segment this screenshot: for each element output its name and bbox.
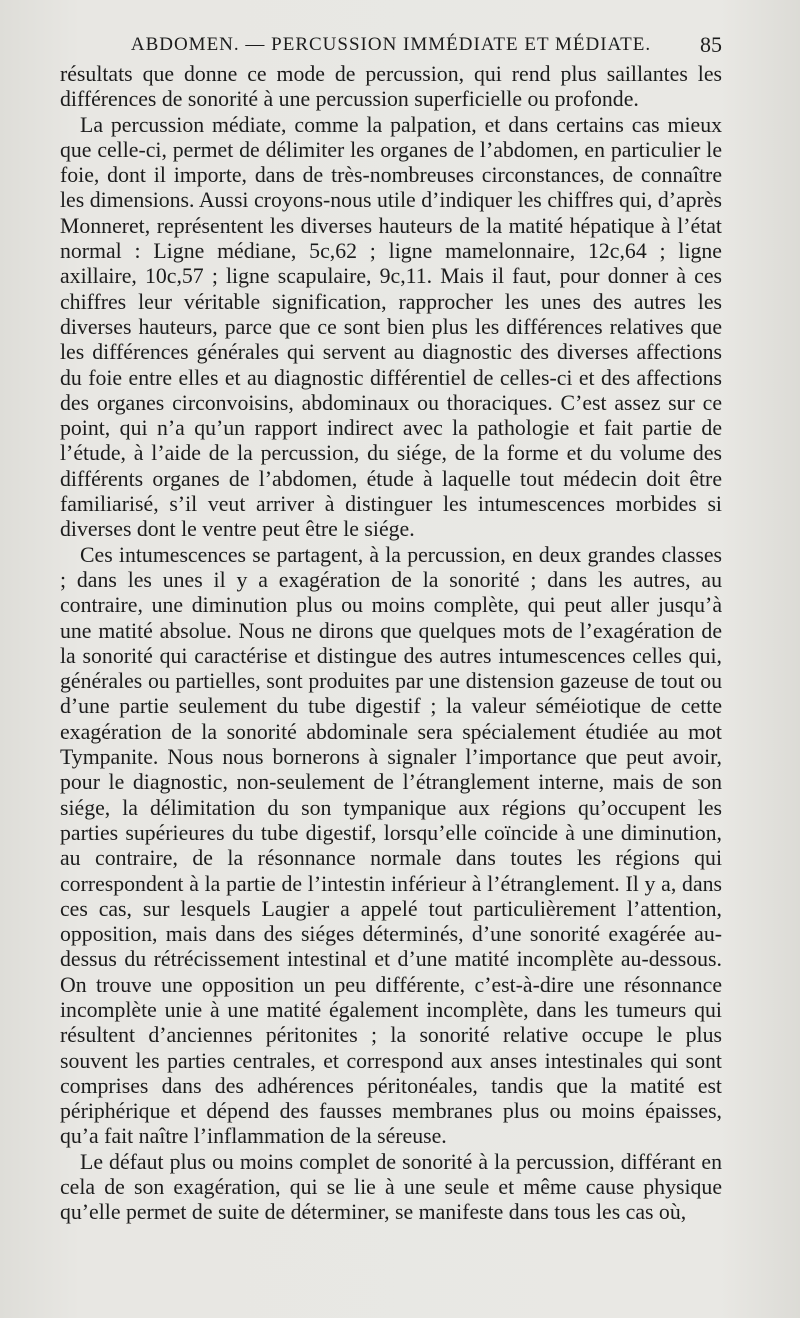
paragraph-defaut-sonorite: Le défaut plus ou moins complet de sonorité à la percussion, différant en cela de son exagération, qui se lie à une seule et même cause physique qu’elle permet de suite de déterminer, se manifeste dans tous les cas où, bbox=[60, 1149, 722, 1225]
paragraph-continuation: résultats que donne ce mode de percussion, qui rend plus saillantes les différences de sonorité à une percussion superficielle ou profonde. bbox=[60, 62, 722, 112]
paragraph-intumescences: Ces intumescences se partagent, à la percussion, en deux grandes classes ; dans les unes il y a exagération de la sonorité ; dans les autres, au contraire, une diminution plus ou moins complète, qui peut aller jusqu’à une matité absolue. Nous ne dirons que quelques mots de l’exagération de la sonorité qui caractérise et distingue des autres intumescences celles qui, générales ou partielles, sont produites par une distension gazeuse de tout ou d’une partie seulement du tube digestif ; la valeur séméiotique de cette exagération de la sonorité abdominale sera spécialement étudiée au mot Tympanite. Nous nous bornerons à signaler l’importance que peut avoir, pour le diagnostic, non-seulement de l’étranglement interne, mais de son siége, la délimitation du son tympanique aux régions qu’occupent les parties supérieures du tube digestif, lorsqu’elle coïncide à une diminution, au contraire, de la résonnance normale dans toutes les régions qui correspondent à la partie de l’intestin inférieur à l’étranglement. Il y a, dans ces cas, sur lesquels Laugier a appelé tout particulièrement l’attention, opposition, mais dans des siéges déterminés, d’une sonorité exagérée au-dessus du rétrécissement intestinal et d’une matité incomplète au-dessous. On trouve une opposition un peu différente, c’est-à-dire une résonnance incomplète unie à une matité également incomplète, dans les tumeurs qui résultent d’anciennes péritonites ; la sonorité relative occupe le plus souvent les parties centrales, et correspond aux anses intestinales qui sont comprises dans des adhérences péritonéales, tandis que la matité est périphérique et dépend des fausses membranes plus ou moins épaisses, qu’a fait naître l’inflammation de la séreuse. bbox=[60, 542, 722, 1149]
body-text bbox=[60, 62, 722, 1226]
running-head bbox=[60, 30, 722, 60]
paragraph-percussion-mediate: La percussion médiate, comme la palpation, et dans certains cas mieux que celle-ci, permet de délimiter les organes de l’abdomen, en particulier le foie, dont il importe, dans de très-nombreuses circonstances, de connaître les dimensions. Aussi croyons-nous utile d’indiquer les chiffres qui, d’après Monneret, représentent les diverses hauteurs de la matité hépatique à l’état normal : Ligne médiane, 5c,62 ; ligne mamelonnaire, 12c,64 ; ligne axillaire, 10c,57 ; ligne scapulaire, 9c,11. Mais il faut, pour donner à ces chiffres leur véritable signification, rapprocher les unes des autres les diverses hauteurs, parce que ce sont bien plus les différences relatives que les différences générales qui servent au diagnostic des diverses affections du foie entre elles et au diagnostic différentiel de celles-ci et des affections des organes circonvoisins, abdominaux ou thoraciques. C’est assez sur ce point, qui n’a qu’un rapport indirect avec la pathologie et fait partie de l’étude, à l’aide de la percussion, du siége, de la forme et du volume des différents organes de l’abdomen, étude à laquelle tout médecin doit être familiarisé, s’il veut arriver à distinguer les intumescences morbides si diverses dont le ventre peut être le siége. bbox=[60, 112, 722, 542]
page-number: 85 bbox=[700, 32, 722, 57]
running-title: ABDOMEN. — PERCUSSION IMMÉDIATE ET MÉDIATE. bbox=[130, 34, 652, 55]
